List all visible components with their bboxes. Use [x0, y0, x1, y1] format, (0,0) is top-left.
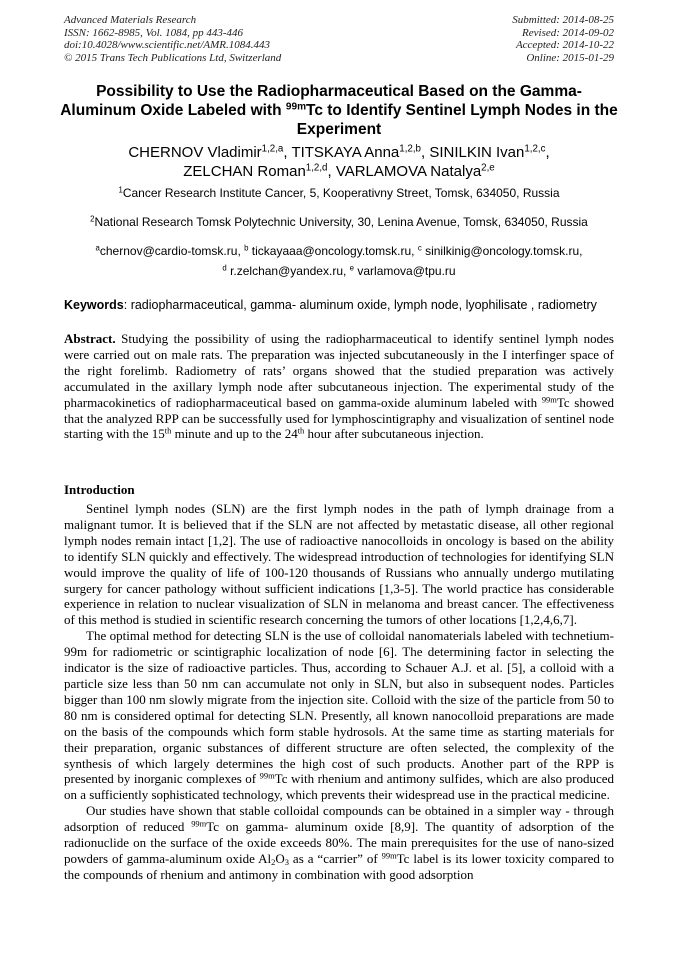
- keywords: [64, 298, 624, 313]
- email-marker-b: b: [244, 243, 249, 253]
- abstract: [64, 331, 614, 442]
- paragraph: [64, 628, 614, 803]
- abstract-text: Studying the possibility of using the radiopharmaceutical to identify sentinel lymph nodes were carried out on male rats. The preparation was injected subcutaneously in the I interfinger space of the right forelimb. Radiometry of rats’ organs showed that the studied preparation was actively accumulated in the axillary lymph node after subcutaneous injection. The experimental study of the pharmacokinetics of radiopharmaceutical based on gamma-oxide aluminum labeled with: [64, 331, 614, 410]
- email-d[interactable]: r.zelchan@yandex.ru: [230, 264, 343, 278]
- paragraph-text: The optimal method for detecting SLN is the use of colloidal nanomaterials labeled with technetium-99m for radiometric or scintigraphic localization of node [6]. The determining factor in selecting the indicator is the size of radioactive particles. Thus, according to Schauer A.J. et al. [5], a colloid with a particle size less than 50 nm can accumulate not only in SLN, but also in subsequent nodes. Particles bigger than 100 nm slowly migrate from the injection site. Colloid with the size of the particle from 50 to 80 nm is considered optimal for detecting SLN. Presently, all known nanocolloid preparations are made on the basis of the compounds which form stable hydrosols. At the same time as starting materials for their preparation, organic substances of different structure are often selected, the complexity of the synthesis of which largely determines the high cost of such products. Another part of the RPP is presented by inorganic complexes of: [64, 628, 614, 787]
- email-marker-e: e: [349, 263, 355, 273]
- email-line-1: $^a$chernov@cardio-tomsk.ru, $^b$ tickayaaa@oncology.tomsk.ru, $^c$ sinilkinig@oncology.tomsk.ru,: [95, 243, 583, 258]
- journal-name: Advanced Materials Research: [64, 14, 197, 26]
- section-heading-introduction: Introduction: [64, 482, 135, 497]
- journal-copyright: © 2015 Trans Tech Publications Ltd, Switzerland: [64, 51, 282, 64]
- email-line-2: $^d$ r.zelchan@yandex.ru, $^e$ varlamova@tpu.ru: [222, 263, 456, 278]
- paragraph-text: Our studies have shown that stable colloidal compounds can be obtained in a simpler way - through adsorption of reduced: [64, 803, 614, 835]
- paragraph-text: Tc label is its lower toxicity compared to the compounds of rhenium and antimony in combination with good adsorption: [64, 850, 614, 882]
- abstract-text: minute and up to the 24: [171, 426, 298, 442]
- author-name: ZELCHAN Roman: [183, 163, 306, 180]
- affiliation-1: [40, 186, 638, 201]
- publication-dates: [512, 14, 614, 64]
- email-marker-c: c: [417, 243, 422, 253]
- author-sup: 1,2,d: [305, 162, 328, 174]
- paragraph: [64, 501, 614, 628]
- affiliation-text: National Research Tomsk Polytechnic University, 30, Lenina Avenue, Tomsk, 634050, Russia: [94, 215, 588, 229]
- paragraph: [64, 803, 614, 883]
- abstract-text: hour after subcutaneous injection.: [304, 426, 484, 442]
- title-part-2: Tc to Identify Sentinel Lymph Nodes in the Experiment: [296, 102, 618, 138]
- author-name: CHERNOV Vladimir: [128, 144, 262, 161]
- author-sep: ,: [420, 144, 430, 161]
- author-sep: ,: [283, 144, 292, 161]
- email-e[interactable]: varlamova@tpu.ru: [357, 264, 456, 278]
- email-marker-d: d: [222, 263, 227, 273]
- journal-info: [64, 14, 281, 64]
- date-accepted: Accepted: 2014-10-22: [515, 39, 614, 52]
- author-sup: 2,e: [481, 162, 495, 174]
- date-submitted: Submitted: 2014-08-25: [512, 14, 614, 26]
- affiliation-2: [40, 215, 638, 230]
- journal-doi: doi:10.4028/www.scientific.net/AMR.1084.443: [64, 39, 271, 52]
- author-sup: 1,2,b: [399, 143, 421, 155]
- date-revised: Revised: 2014-09-02: [522, 26, 614, 39]
- abstract-sup: th: [164, 425, 172, 436]
- affiliation-sup: 2: [90, 214, 95, 224]
- abstract-text: Tc showed that the analyzed RPP can be successfully used for lymphoscintigraphy and visualization of sentinel node starting with the 15: [64, 394, 614, 442]
- paper-title: [60, 82, 618, 139]
- title-part-1: Possibility to Use the Radiopharmaceutical Based on the Gamma-Aluminum Oxide Labeled with: [60, 83, 582, 119]
- author-name: SINILKIN Ivan: [429, 144, 525, 161]
- paragraph-text: O: [275, 850, 285, 866]
- email-c[interactable]: sinilkinig@oncology.tomsk.ru: [425, 244, 580, 258]
- keywords-text: : radiopharmaceutical, gamma- aluminum oxide, lymph node, lyophilisate , radiometry: [123, 298, 597, 312]
- author-name: VARLAMOVA Natalya: [335, 163, 482, 180]
- affiliation-sup: 1: [118, 185, 123, 195]
- author-list: [60, 143, 618, 181]
- paragraph-text: as a “carrier” of: [288, 850, 382, 866]
- paragraph-text: Sentinel lymph nodes (SLN) are the first lymph nodes in the path of lymph drainage from a malignant tumor. It is believed that if the SLN are not affected by metastatic disease, all other regional lymph nodes remain intact [1,2]. The use of radioactive nanocolloids in oncology is based on the ability to identify SLN quickly and effectively. The widespread introduction of technologies for identifying SLN would improve the quality of life of 100-120 thousands of Russians who annually undergo mutilating surgery for cancer pathology without sufficient indications [1,3-5]. The world practice has considerable experience in relation to nuclear visualization of SLN in melanoma and breast cancer. The effectiveness of this method is studied in scientific research concerning the tumors of other locations [1,2,4,6,7].: [64, 501, 614, 628]
- title-isotope-sup: 99m: [285, 101, 307, 113]
- formula-sub: 2: [271, 857, 276, 868]
- journal-issn: ISSN: 1662-8985, Vol. 1084, pp 443-446: [64, 26, 244, 39]
- author-sep: ,: [545, 144, 550, 161]
- introduction-body: [64, 501, 614, 883]
- paragraph-text: Tc on gamma- aluminum oxide [8,9]. The quantity of adsorption of the radionuclide on the surface of the oxide exceeds 80%. The main prerequisites for the use of nano-sized powders of gamma-aluminum oxide Al: [64, 819, 614, 866]
- formula-sub: 3: [284, 857, 289, 868]
- email-a[interactable]: chernov@cardio-tomsk.ru: [99, 244, 238, 258]
- author-sep: ,: [327, 163, 336, 180]
- abstract-label: Abstract.: [64, 331, 116, 346]
- isotope-sup: 99m: [259, 770, 275, 781]
- affiliation-text: Cancer Research Institute Cancer, 5, Kooperativny Street, Tomsk, 634050, Russia: [122, 186, 560, 200]
- isotope-sup: 99m: [381, 850, 397, 861]
- abstract-sup: th: [297, 425, 305, 436]
- isotope-sup: 99m: [191, 818, 207, 829]
- date-online: Online: 2015-01-29: [526, 51, 614, 64]
- paragraph-text: Tc with rhenium and antimony sulfides, which are also produced on a sufficiently sophisticated technology, which prevents their widespread use in the practical medicine.: [64, 771, 614, 803]
- abstract-sup: 99m: [541, 393, 557, 404]
- email-marker-a: a: [95, 243, 100, 253]
- author-name: TITSKAYA Anna: [291, 144, 400, 161]
- email-b[interactable]: tickayaaa@oncology.tomsk.ru: [251, 244, 412, 258]
- author-sup: 1,2,c: [524, 143, 546, 155]
- author-sup: 1,2,a: [261, 143, 284, 155]
- keywords-label: Keywords: [64, 298, 124, 312]
